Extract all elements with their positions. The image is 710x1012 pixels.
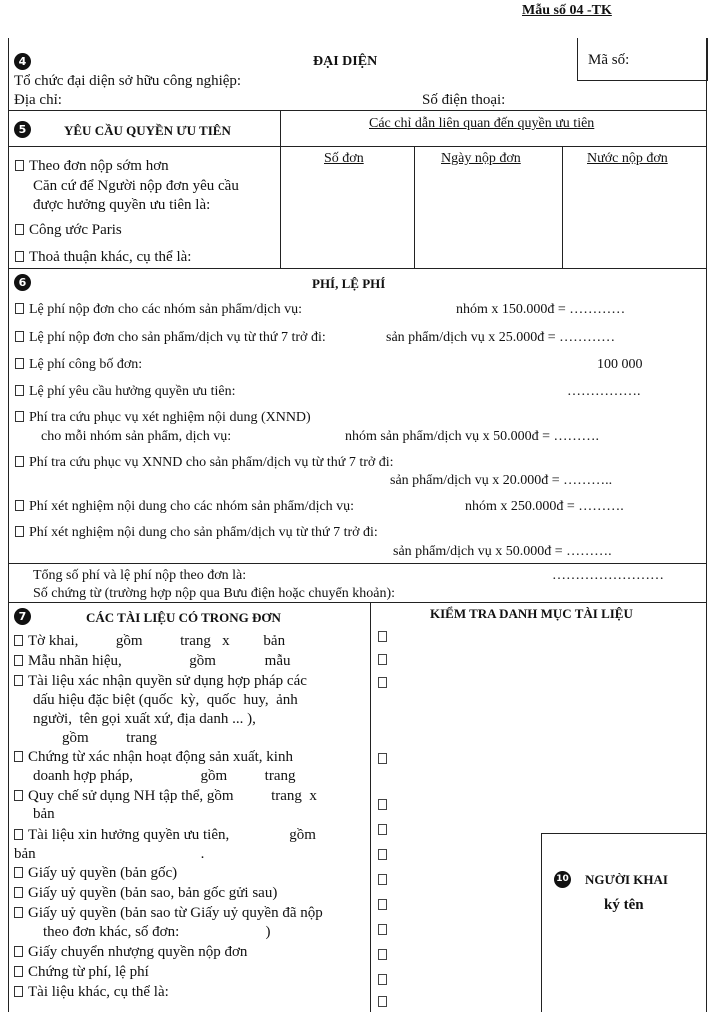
checklist-checkbox[interactable] — [378, 631, 387, 642]
address-label: Địa chỉ: — [14, 92, 62, 108]
earlier-application-checkbox[interactable]: Theo đơn nộp sớm hơn — [15, 158, 169, 175]
priority-basis-text: Căn cứ để Người nộp đơn yêu cầu — [33, 178, 239, 194]
checklist-checkbox[interactable] — [378, 899, 387, 910]
section-6-title: PHÍ, LỆ PHÍ — [312, 276, 386, 291]
fee-search-products-checkbox[interactable]: Phí tra cứu phục vụ XNND cho sản phẩm/dịch vụ từ thứ 7 trở đi: — [15, 455, 394, 471]
checklist-checkbox[interactable] — [378, 677, 387, 688]
checklist-checkbox[interactable] — [378, 753, 387, 764]
fee-exam-products-calc: sản phẩm/dịch vụ x 50.000đ = ………. — [393, 544, 612, 559]
divider-vertical — [370, 602, 371, 1012]
total-fee-label: Tổng số phí và lệ phí nộp theo đơn là: — [33, 568, 247, 583]
checklist-checkbox[interactable] — [378, 949, 387, 960]
voucher-number-label: Số chứng từ (trường hợp nộp qua Bưu điện hoặc chuyển khoản): — [33, 586, 396, 601]
divider — [8, 602, 706, 603]
col-app-number: Số đơn — [324, 151, 364, 166]
fee-exam-groups-checkbox[interactable]: Phí xét nghiệm nội dung cho các nhóm sản phẩm/dịch vụ: — [15, 499, 354, 515]
divider — [8, 110, 706, 111]
divider-vertical — [280, 110, 281, 268]
checklist-checkbox[interactable] — [378, 654, 387, 665]
checklist-checkbox[interactable] — [378, 996, 387, 1007]
doc-priority-docs[interactable]: Tài liệu xin hưởng quyền ưu tiên, gồm — [14, 827, 316, 844]
doc-priority-docs-2: bản . — [14, 846, 205, 862]
doc-special-signs[interactable]: Tài liệu xác nhận quyền sử dụng hợp pháp các — [14, 673, 307, 690]
doc-trademark-sample[interactable]: Mẫu nhãn hiệu, gồm mẫu — [14, 653, 290, 670]
divider — [8, 563, 706, 564]
checklist-checkbox[interactable] — [378, 924, 387, 935]
fee-priority-claim-calc: ……………. — [567, 384, 641, 399]
fee-publication-amount: 100 000 — [597, 357, 643, 372]
section-7-marker: 7 — [14, 607, 31, 625]
document-checklist-title: KIỂM TRA DANH MỤC TÀI LIỆU — [430, 606, 633, 621]
doc-fee-voucher[interactable]: Chứng từ phí, lệ phí — [14, 964, 149, 981]
divider — [8, 146, 280, 147]
doc-poa-original[interactable]: Giấy uỷ quyền (bản gốc) — [14, 865, 177, 882]
doc-special-signs-2: dấu hiệu đặc biệt (quốc kỳ, quốc huy, ảnh — [33, 692, 298, 708]
checklist-checkbox[interactable] — [378, 874, 387, 885]
fee-publication-checkbox[interactable]: Lệ phí công bố đơn: — [15, 357, 142, 373]
priority-guide-title: Các chỉ dẫn liên quan đến quyền ưu tiên — [369, 116, 595, 131]
fee-filing-groups-calc: nhóm x 150.000đ = ………… — [456, 302, 626, 317]
section-4-marker: 4 — [14, 52, 31, 70]
fee-priority-claim-checkbox[interactable]: Lệ phí yêu cầu hưởng quyền ưu tiên: — [15, 384, 235, 400]
fee-search-groups-text-2: cho mỗi nhóm sản phẩm, dịch vụ: — [41, 429, 232, 444]
doc-poa-other-app-2: theo đơn khác, số đơn: ) — [43, 924, 271, 940]
checklist-checkbox[interactable] — [378, 974, 387, 985]
org-label: Tổ chức đại diện sở hữu công nghiệp: — [14, 73, 242, 89]
checklist-checkbox[interactable] — [378, 849, 387, 860]
section-5-title: YÊU CẦU QUYỀN ƯU TIÊN — [64, 123, 231, 138]
fee-search-products-calc: sản phẩm/dịch vụ x 20.000đ = ……….. — [390, 473, 613, 488]
divider — [541, 833, 706, 834]
doc-other[interactable]: Tài liệu khác, cụ thể là: — [14, 984, 169, 1001]
divider-vertical — [541, 833, 542, 1012]
doc-collective-rules[interactable]: Quy chế sử dụng NH tập thể, gồm trang x — [14, 788, 317, 805]
doc-declaration[interactable]: Tờ khai, gồm trang x bản — [14, 633, 285, 650]
doc-poa-copy[interactable]: Giấy uỷ quyền (bản sao, bản gốc gửi sau) — [14, 885, 277, 902]
doc-collective-rules-2: bản — [33, 806, 55, 822]
divider — [8, 268, 706, 269]
doc-business-proof[interactable]: Chứng từ xác nhận hoạt động sản xuất, kinh — [14, 749, 293, 766]
priority-basis-text-2: được hưởng quyền ưu tiên là: — [33, 197, 211, 213]
checklist-checkbox[interactable] — [378, 799, 387, 810]
frame-right-border — [706, 38, 707, 1012]
doc-poa-other-app[interactable]: Giấy uỷ quyền (bản sao từ Giấy uỷ quyền đã nộp — [14, 905, 323, 922]
declarant-title: NGƯỜI KHAI — [585, 872, 668, 887]
fee-exam-groups-calc: nhóm x 250.000đ = ………. — [465, 499, 624, 514]
divider — [280, 146, 706, 147]
fee-search-groups-calc: nhóm sản phẩm/dịch vụ x 50.000đ = ………. — [345, 429, 600, 444]
phone-label: Số điện thoại: — [422, 92, 506, 108]
signature-label: ký tên — [604, 897, 644, 913]
section-6-marker: 6 — [14, 273, 31, 291]
doc-assignment[interactable]: Giấy chuyển nhượng quyền nộp đơn — [14, 944, 247, 961]
doc-special-signs-3: người, tên gọi xuất xứ, địa danh ... ), — [33, 711, 256, 727]
paris-convention-checkbox[interactable]: Công ước Paris — [15, 222, 122, 239]
fee-filing-products-calc: sản phẩm/dịch vụ x 25.000đ = ………… — [386, 330, 616, 345]
section-7-title: CÁC TÀI LIỆU CÓ TRONG ĐƠN — [86, 610, 281, 625]
divider-vertical — [562, 146, 563, 268]
total-fee-value: …………………… — [552, 568, 664, 583]
divider-vertical — [414, 146, 415, 268]
section-5-marker: 5 — [14, 120, 31, 138]
frame-left-border — [8, 38, 9, 1012]
doc-business-proof-2: doanh hợp pháp, gồm trang — [33, 768, 296, 784]
fee-filing-groups-checkbox[interactable]: Lệ phí nộp đơn cho các nhóm sản phẩm/dịch vụ: — [15, 302, 302, 318]
col-filing-country: Nước nộp đơn — [587, 151, 668, 166]
fee-search-groups-checkbox[interactable]: Phí tra cứu phục vụ xét nghiệm nội dung (XNND) — [15, 410, 311, 426]
form-code: Mẫu số 04 -TK — [522, 3, 612, 18]
section-4-title: ĐẠI DIỆN — [313, 54, 378, 69]
other-agreement-checkbox[interactable]: Thoả thuận khác, cụ thể là: — [15, 249, 191, 266]
code-label: Mã số: — [588, 52, 630, 68]
checklist-checkbox[interactable] — [378, 824, 387, 835]
fee-filing-products-checkbox[interactable]: Lệ phí nộp đơn cho sản phẩm/dịch vụ từ thứ 7 trở đi: — [15, 330, 326, 346]
fee-exam-products-checkbox[interactable]: Phí xét nghiệm nội dung cho sản phẩm/dịch vụ từ thứ 7 trở đi: — [15, 525, 378, 541]
section-10-marker: 10 — [554, 870, 571, 888]
doc-special-signs-4: gồm trang — [62, 730, 157, 746]
col-filing-date: Ngày nộp đơn — [441, 151, 521, 166]
